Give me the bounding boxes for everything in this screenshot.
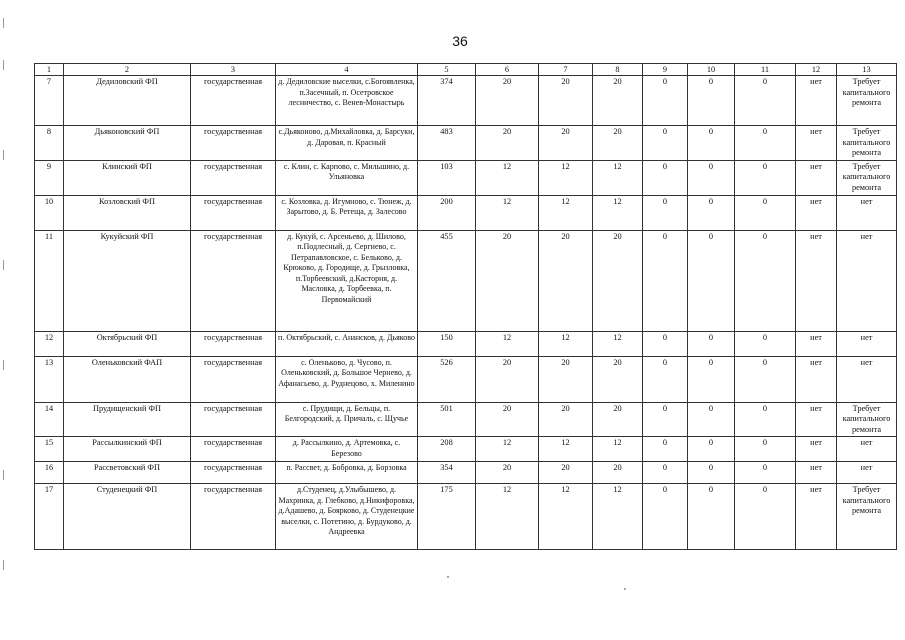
col-12-value: нет — [796, 195, 837, 230]
col-6-value: 20 — [476, 462, 539, 484]
col-7-value: 12 — [539, 331, 593, 356]
population: 501 — [418, 402, 476, 437]
row-number: 7 — [35, 76, 64, 126]
col-7-value: 20 — [539, 126, 593, 161]
row-number: 14 — [35, 402, 64, 437]
column-number: 10 — [688, 64, 735, 76]
col-8-value: 12 — [593, 437, 643, 462]
col-11-value: 0 — [735, 484, 796, 550]
col-10-value: 0 — [688, 402, 735, 437]
condition: нет — [837, 462, 897, 484]
column-number: 13 — [837, 64, 897, 76]
col-6-value: 12 — [476, 484, 539, 550]
row-number: 10 — [35, 195, 64, 230]
col-9-value: 0 — [643, 484, 688, 550]
col-8-value: 20 — [593, 126, 643, 161]
col-9-value: 0 — [643, 160, 688, 195]
facility-name: Рассылкинский ФП — [64, 437, 191, 462]
facility-name: Кукуйский ФП — [64, 230, 191, 331]
col-9-value: 0 — [643, 126, 688, 161]
col-7-value: 12 — [539, 484, 593, 550]
col-7-value: 20 — [539, 230, 593, 331]
row-number: 15 — [35, 437, 64, 462]
col-6-value: 12 — [476, 331, 539, 356]
column-number: 9 — [643, 64, 688, 76]
col-8-value: 12 — [593, 331, 643, 356]
col-10-value: 0 — [688, 437, 735, 462]
facility-name: Дьяконовский ФП — [64, 126, 191, 161]
ownership: государственная — [191, 76, 276, 126]
col-9-value: 0 — [643, 402, 688, 437]
col-8-value: 20 — [593, 230, 643, 331]
scan-speck — [447, 576, 449, 578]
col-12-value: нет — [796, 484, 837, 550]
ownership: государственная — [191, 462, 276, 484]
served-settlements: с. Прудищи, д. Бельцы, п. Белгородский, д. Причаль, с. Щучье — [276, 402, 418, 437]
col-12-value: нет — [796, 331, 837, 356]
ownership: государственная — [191, 402, 276, 437]
table-row — [35, 230, 897, 331]
col-12-value: нет — [796, 126, 837, 161]
col-11-value: 0 — [735, 76, 796, 126]
column-number: 11 — [735, 64, 796, 76]
served-settlements: д. Кукуй, с. Арсеньево, д. Шилово, п.Подлесный, д. Сергиево, с. Петрапавловское, с. Бельково, д. Крюково, д. Городище, д. Грызловка, п.Торбеевский, д.Касторня, д. Масловка, д. Торбеевка, п. Первомайский — [276, 230, 418, 331]
ownership: государственная — [191, 331, 276, 356]
table-row — [35, 195, 897, 230]
col-10-value: 0 — [688, 195, 735, 230]
col-7-value: 12 — [539, 160, 593, 195]
population: 374 — [418, 76, 476, 126]
population: 103 — [418, 160, 476, 195]
condition: Требует капитального ремонта — [837, 484, 897, 550]
col-6-value: 12 — [476, 437, 539, 462]
page-number: 36 — [452, 33, 468, 49]
col-6-value: 20 — [476, 76, 539, 126]
table-row — [35, 76, 897, 126]
population: 354 — [418, 462, 476, 484]
population: 150 — [418, 331, 476, 356]
served-settlements: с. Козловка, д. Игумново, с. Тюнеж, д. Зарытово, д. Б. Ретеща, д. Залесово — [276, 195, 418, 230]
facility-name: Рассветовский ФП — [64, 462, 191, 484]
col-7-value: 20 — [539, 462, 593, 484]
table-row — [35, 462, 897, 484]
col-11-value: 0 — [735, 160, 796, 195]
population: 455 — [418, 230, 476, 331]
served-settlements: с. Оленьково, д. Чусово, п. Оленьковский, д. Большое Чернево, д. Афанасьево, д. Руднецово, х. Миленино — [276, 356, 418, 402]
ownership: государственная — [191, 195, 276, 230]
col-10-value: 0 — [688, 160, 735, 195]
condition: нет — [837, 356, 897, 402]
col-11-value: 0 — [735, 331, 796, 356]
col-12-value: нет — [796, 356, 837, 402]
ownership: государственная — [191, 437, 276, 462]
col-8-value: 20 — [593, 356, 643, 402]
facility-name: Студенецкий ФП — [64, 484, 191, 550]
col-12-value: нет — [796, 437, 837, 462]
condition: нет — [837, 195, 897, 230]
col-6-value: 20 — [476, 126, 539, 161]
served-settlements: д. Дедиловские выселки, с.Богоявленка, п.Засечный, п. Осетровское лесничество, с. Венев-Монастырь — [276, 76, 418, 126]
ownership: государственная — [191, 230, 276, 331]
population: 483 — [418, 126, 476, 161]
col-7-value: 20 — [539, 356, 593, 402]
row-number: 12 — [35, 331, 64, 356]
row-number: 11 — [35, 230, 64, 331]
col-12-value: нет — [796, 76, 837, 126]
facility-name: Оленьковский ФАП — [64, 356, 191, 402]
served-settlements: п. Рассвет, д. Бобровка, д. Борзовка — [276, 462, 418, 484]
facility-name: Октябрьский ФП — [64, 331, 191, 356]
row-number: 8 — [35, 126, 64, 161]
column-number: 4 — [276, 64, 418, 76]
column-number-row — [35, 64, 897, 76]
served-settlements: с. Клин, с. Карпово, с. Мильшино, д. Ульяновка — [276, 160, 418, 195]
col-11-value: 0 — [735, 462, 796, 484]
col-10-value: 0 — [688, 462, 735, 484]
col-11-value: 0 — [735, 437, 796, 462]
population: 526 — [418, 356, 476, 402]
col-10-value: 0 — [688, 126, 735, 161]
col-9-value: 0 — [643, 462, 688, 484]
col-12-value: нет — [796, 402, 837, 437]
col-9-value: 0 — [643, 76, 688, 126]
col-6-value: 12 — [476, 195, 539, 230]
column-number: 3 — [191, 64, 276, 76]
col-6-value: 20 — [476, 402, 539, 437]
col-11-value: 0 — [735, 356, 796, 402]
table-row — [35, 331, 897, 356]
col-11-value: 0 — [735, 230, 796, 331]
served-settlements: с.Дьяконово, д.Михайловка, д. Барсуки, д. Даровая, п. Красный — [276, 126, 418, 161]
col-9-value: 0 — [643, 437, 688, 462]
col-8-value: 20 — [593, 76, 643, 126]
facility-name: Дедиловский ФП — [64, 76, 191, 126]
col-10-value: 0 — [688, 230, 735, 331]
col-10-value: 0 — [688, 331, 735, 356]
col-10-value: 0 — [688, 484, 735, 550]
row-number: 9 — [35, 160, 64, 195]
col-9-value: 0 — [643, 331, 688, 356]
col-8-value: 20 — [593, 462, 643, 484]
col-12-value: нет — [796, 160, 837, 195]
population: 175 — [418, 484, 476, 550]
facilities-table — [34, 63, 897, 550]
condition: Требует капитального ремонта — [837, 76, 897, 126]
population: 200 — [418, 195, 476, 230]
condition: Требует капитального ремонта — [837, 402, 897, 437]
table-row — [35, 484, 897, 550]
column-number: 6 — [476, 64, 539, 76]
facility-name: Прудищенский ФП — [64, 402, 191, 437]
served-settlements: д. Рассылкино, д. Артемовка, с. Березово — [276, 437, 418, 462]
col-11-value: 0 — [735, 126, 796, 161]
ownership: государственная — [191, 484, 276, 550]
col-8-value: 20 — [593, 402, 643, 437]
col-10-value: 0 — [688, 76, 735, 126]
col-11-value: 0 — [735, 402, 796, 437]
column-number: 12 — [796, 64, 837, 76]
row-number: 16 — [35, 462, 64, 484]
column-number: 7 — [539, 64, 593, 76]
condition: нет — [837, 437, 897, 462]
col-7-value: 12 — [539, 437, 593, 462]
col-9-value: 0 — [643, 230, 688, 331]
condition: Требует капитального ремонта — [837, 160, 897, 195]
ownership: государственная — [191, 160, 276, 195]
column-number: 1 — [35, 64, 64, 76]
facility-name: Клинский ФП — [64, 160, 191, 195]
col-12-value: нет — [796, 230, 837, 331]
facility-name: Козловский ФП — [64, 195, 191, 230]
col-10-value: 0 — [688, 356, 735, 402]
col-8-value: 12 — [593, 160, 643, 195]
condition: нет — [837, 331, 897, 356]
col-8-value: 12 — [593, 195, 643, 230]
table-row — [35, 160, 897, 195]
ownership: государственная — [191, 126, 276, 161]
column-number: 5 — [418, 64, 476, 76]
ownership: государственная — [191, 356, 276, 402]
col-7-value: 20 — [539, 76, 593, 126]
row-number: 13 — [35, 356, 64, 402]
scan-binding-marks — [0, 0, 6, 640]
column-number: 8 — [593, 64, 643, 76]
population: 208 — [418, 437, 476, 462]
condition: нет — [837, 230, 897, 331]
served-settlements: п. Октябрьский, с. Анансков, д. Дьяково — [276, 331, 418, 356]
column-number: 2 — [64, 64, 191, 76]
table-row — [35, 402, 897, 437]
col-12-value: нет — [796, 462, 837, 484]
scan-speck — [624, 588, 626, 590]
served-settlements: д.Студенец, д.Улыбышево, д. Махринка, д. Глебково, д.Никифоровка, д.Адашево, д. Боярково, д. Студенецкие выселки, с. Потетино, д. Бурдуково, д. Андреевка — [276, 484, 418, 550]
condition: Требует капитального ремонта — [837, 126, 897, 161]
col-9-value: 0 — [643, 195, 688, 230]
col-6-value: 20 — [476, 230, 539, 331]
table-row — [35, 437, 897, 462]
col-7-value: 20 — [539, 402, 593, 437]
col-8-value: 12 — [593, 484, 643, 550]
col-6-value: 20 — [476, 356, 539, 402]
table-row — [35, 126, 897, 161]
col-9-value: 0 — [643, 356, 688, 402]
col-6-value: 12 — [476, 160, 539, 195]
table-row — [35, 356, 897, 402]
col-11-value: 0 — [735, 195, 796, 230]
row-number: 17 — [35, 484, 64, 550]
col-7-value: 12 — [539, 195, 593, 230]
